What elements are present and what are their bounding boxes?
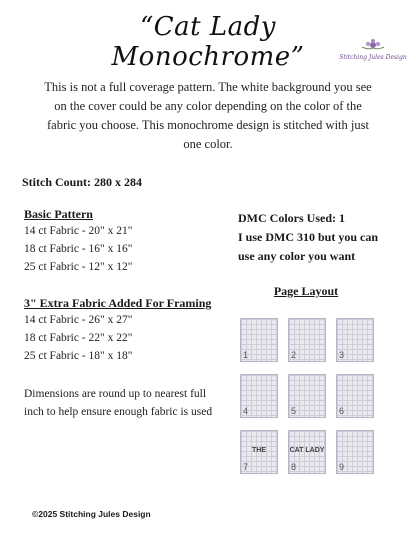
extra-fabric-line: 14 ct Fabric - 26" x 27" (24, 314, 133, 326)
dmc-note-line: I use DMC 310 but you can (238, 230, 379, 244)
basic-pattern-line: 14 ct Fabric - 20" x 21" (24, 225, 133, 237)
page-layout-grid (240, 318, 376, 474)
page-number: 8 (291, 462, 297, 472)
dmc-colors-used: DMC Colors Used: 1 (238, 211, 345, 225)
flower-logo-icon (360, 38, 386, 52)
page-number: 6 (339, 406, 345, 416)
copyright-footer: ©2025 Stitching Jules Design (32, 509, 151, 519)
page-thumbnail (240, 318, 278, 362)
page-thumbnail (336, 318, 374, 362)
page-number: 7 (243, 462, 249, 472)
dmc-note-line: use any color you want (238, 249, 356, 263)
page-thumbnail (288, 430, 326, 474)
extra-fabric-line: 18 ct Fabric - 22" x 22" (24, 332, 133, 344)
page-number: 2 (291, 350, 297, 360)
page-thumbnail-text: CAT LADY (289, 447, 325, 454)
page-thumbnail (240, 374, 278, 418)
page-thumbnail-text: THE (252, 447, 266, 454)
page-number: 5 (291, 406, 297, 416)
page-number: 1 (243, 350, 249, 360)
page-thumbnail (336, 430, 374, 474)
logo-text: Stitching Jules Design (339, 54, 407, 61)
page-title: “Cat Lady Monochrome” (111, 12, 305, 72)
stitch-count: Stitch Count: 280 x 284 (22, 175, 143, 189)
extra-fabric-heading: 3" Extra Fabric Added For Framing (24, 296, 212, 310)
page-layout-heading: Page Layout (273, 284, 339, 298)
page-thumbnail (288, 318, 326, 362)
intro-paragraph: This is not a full coverage pattern. The white background you see on the cover could be any color depending on the color of the fabric you choose. This monochrome design is stitched with just one color. (44, 80, 372, 151)
basic-pattern-heading: Basic Pattern (24, 207, 93, 221)
page-number: 3 (339, 350, 345, 360)
page-thumbnail (240, 430, 278, 474)
page-number: 4 (243, 406, 249, 416)
dmc-colors (238, 209, 406, 266)
dimensions-note: Dimensions are round up to nearest full inch to help ensure enough fabric is used (24, 388, 213, 418)
page-thumbnail (288, 374, 326, 418)
page-number: 9 (339, 462, 345, 472)
basic-pattern-line: 25 ct Fabric - 12" x 12" (24, 261, 133, 273)
page-thumbnail (336, 374, 374, 418)
logo (334, 38, 412, 64)
basic-pattern-line: 18 ct Fabric - 16" x 16" (24, 243, 133, 255)
extra-fabric-line: 25 ct Fabric - 18" x 18" (24, 350, 133, 362)
